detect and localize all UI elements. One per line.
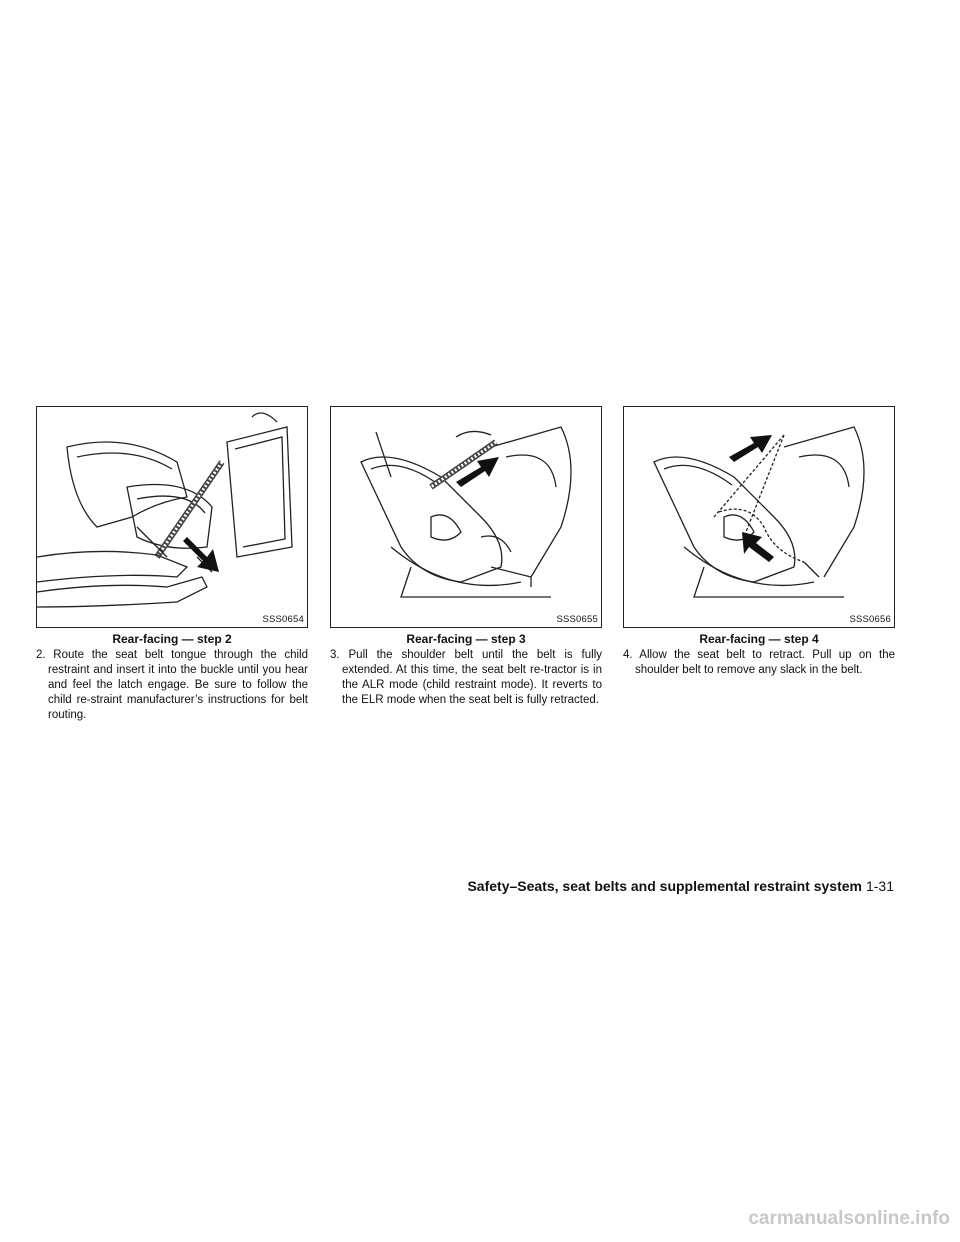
- figure-caption: Rear-facing — step 4: [699, 632, 819, 646]
- step-2-text: 2. Route the seat belt tongue through the child restraint and insert it into the buckle until you hear and feel the latch engage. Be sure to follow the child re-straint manufacturer’s instructions for belt routing.: [36, 649, 308, 721]
- figure-caption: Rear-facing — step 3: [406, 632, 526, 646]
- step-4-column: [623, 406, 895, 690]
- step-4-text: 4. Allow the seat belt to retract. Pull up on the shoulder belt to remove any slack in the belt.: [623, 649, 895, 676]
- step-2-column: [36, 406, 308, 735]
- page-number: 1-31: [865, 878, 894, 894]
- watermark: carmanualsonline.info: [748, 1208, 950, 1229]
- figure-code: SSS0654: [262, 614, 304, 625]
- figure-code: SSS0656: [849, 614, 891, 625]
- step-3-text: 3. Pull the shoulder belt until the belt is fully extended. At this time, the seat belt re-tractor is in the ALR mode (child restraint mode). It reverts to the ELR mode when the seat belt is fully retracted.: [330, 649, 602, 706]
- figure-caption: Rear-facing — step 2: [112, 632, 232, 646]
- section-title: Safety–Seats, seat belts and supplemental restraint system: [467, 878, 862, 894]
- step-3-column: [330, 406, 602, 720]
- figure-step-4: [623, 406, 895, 628]
- figure-step-2: [36, 406, 308, 628]
- shoulder-belt-extension-illustration: [331, 407, 601, 627]
- page-footer: [467, 878, 894, 894]
- belt-retraction-illustration: [624, 407, 894, 627]
- figure-step-3: [330, 406, 602, 628]
- figure-code: SSS0655: [556, 614, 598, 625]
- child-seat-belt-routing-illustration: [37, 407, 307, 627]
